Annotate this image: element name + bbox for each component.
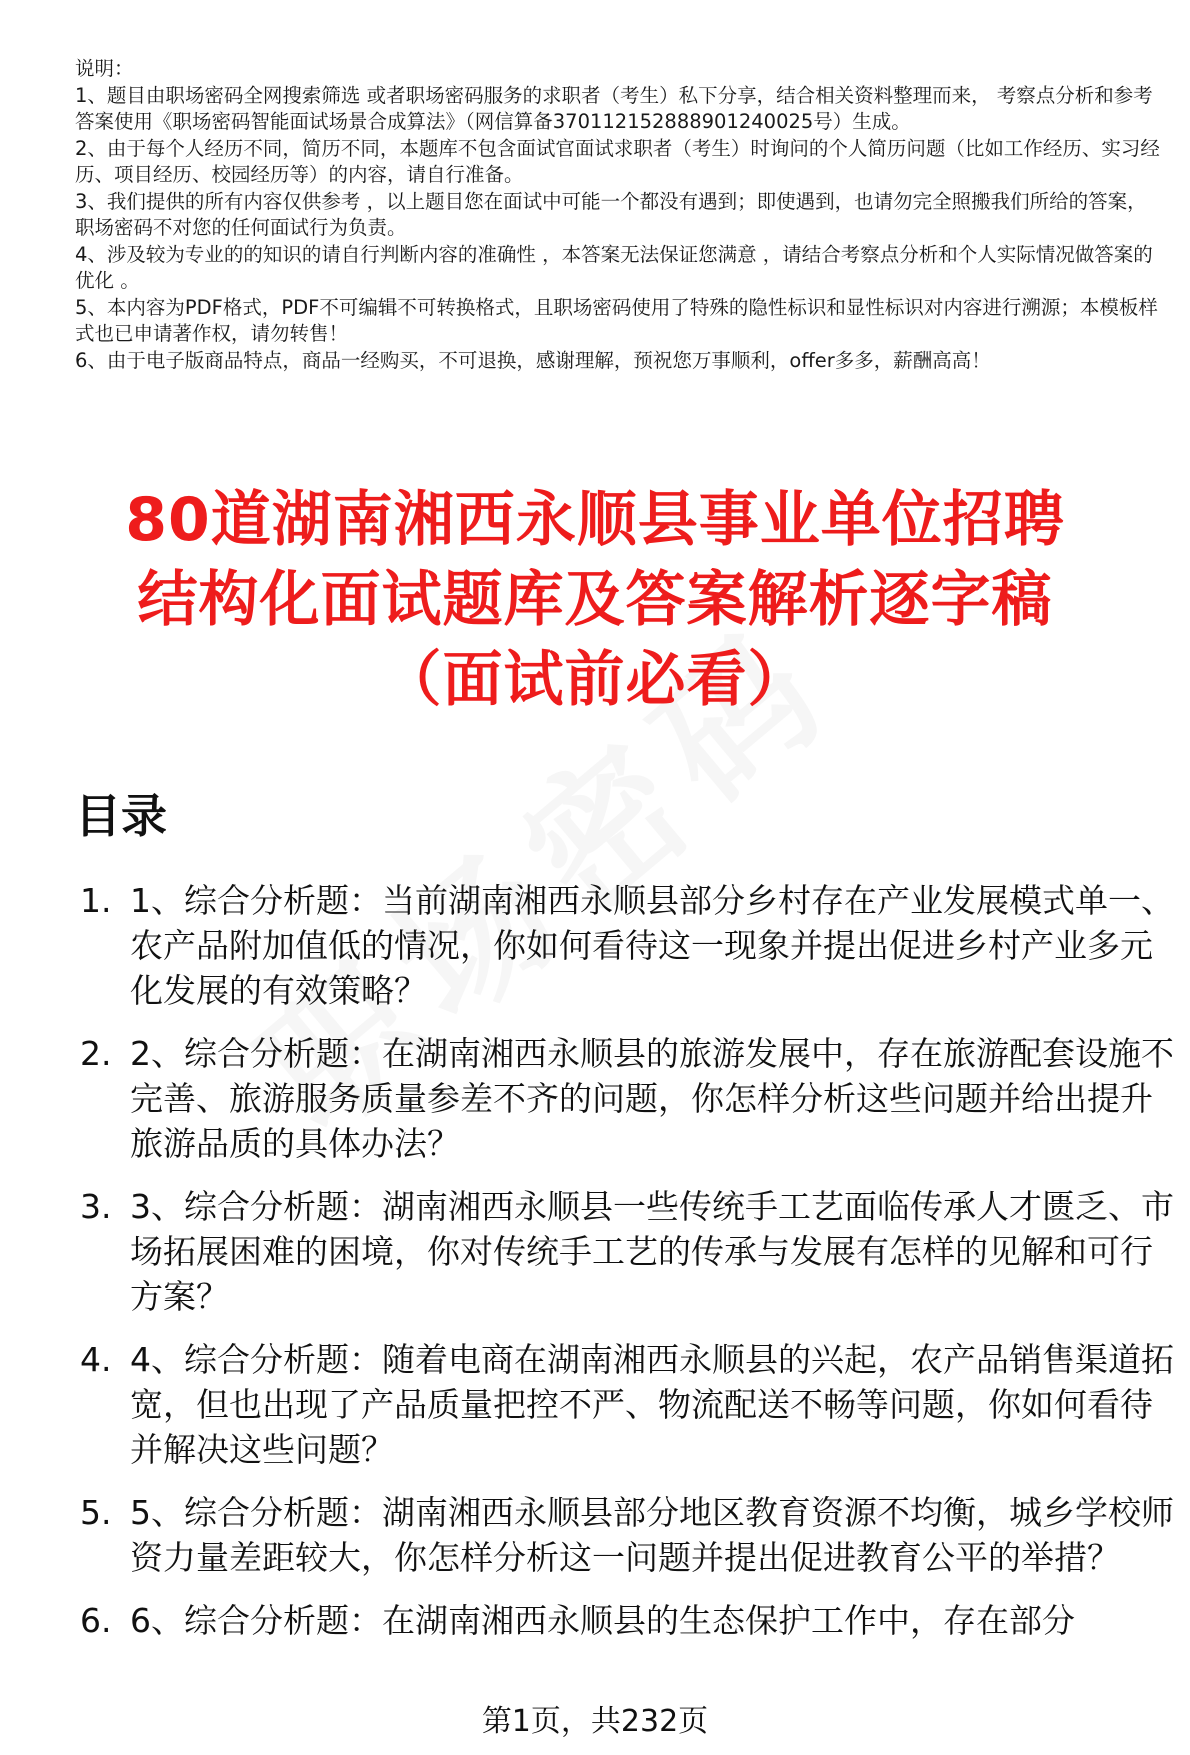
toc-list <box>75 878 1175 1661</box>
notes-line-6: 6、由于电子版商品特点，商品一经购买，不可退换，感谢理解，预祝您万事顺利，offer多多，薪酬高高！ <box>75 348 991 372</box>
toc-item-text[interactable]: 2、综合分析题：在湖南湘西永顺县的旅游发展中，存在旅游配套设施不完善、旅游服务质量参差不齐的问题，你怎样分析这些问题并给出提升旅游品质的具体办法？ <box>130 1034 1174 1163</box>
toc-item[interactable] <box>75 1337 1175 1472</box>
title-line-2: 结构化面试题库及答案解析逐字稿 <box>137 565 1053 635</box>
toc-item-number: 6. <box>80 1601 112 1640</box>
notes-line-4: 4、涉及较为专业的的知识的请自行判断内容的准确性 ，本答案无法保证您满意 ，请结合考察点分析和个人实际情况做答案的优化 。 <box>75 242 1153 292</box>
toc-item-text[interactable]: 1、综合分析题：当前湖南湘西永顺县部分乡村存在产业发展模式单一、农产品附加值低的情况，你如何看待这一现象并提出促进乡村产业多元化发展的有效策略？ <box>130 881 1174 1010</box>
disclaimer-notes <box>75 56 1165 374</box>
title-line-1: 80道湖南湘西永顺县事业单位招聘 <box>125 485 1065 555</box>
toc-item-number: 1. <box>80 881 112 920</box>
notes-line-5: 5、本内容为PDF格式，PDF不可编辑不可转换格式，且职场密码使用了特殊的隐性标识和显性标识对内容进行溯源；本模板样式也已申请著作权，请勿转售！ <box>75 295 1158 345</box>
page-footer: 第1页，共232页 <box>481 1704 709 1739</box>
toc-item-text[interactable]: 6、综合分析题：在湖南湘西永顺县的生态保护工作中，存在部分 <box>130 1601 1075 1640</box>
toc-item-number: 3. <box>80 1187 112 1226</box>
notes-heading: 说明： <box>75 57 134 80</box>
toc-item[interactable] <box>75 1031 1175 1166</box>
toc-item-text[interactable]: 4、综合分析题：随着电商在湖南湘西永顺县的兴起，农产品销售渠道拓宽，但也出现了产品质量把控不严、物流配送不畅等问题，你如何看待并解决这些问题？ <box>130 1340 1174 1469</box>
toc-item-text[interactable]: 5、综合分析题：湖南湘西永顺县部分地区教育资源不均衡，城乡学校师资力量差距较大，你怎样分析这一问题并提出促进教育公平的举措？ <box>130 1493 1174 1577</box>
toc-item-number: 4. <box>80 1340 112 1379</box>
toc-item[interactable] <box>75 1490 1175 1580</box>
toc-item[interactable] <box>75 1598 1175 1643</box>
toc-heading: 目录 <box>75 789 167 843</box>
notes-line-1: 1、题目由职场密码全网搜索筛选 或者职场密码服务的求职者（考生）私下分享，结合相关资料整理而来， 考察点分析和参考答案使用《职场密码智能面试场景合成算法》（网信算备370112152888901240025号）生成。 <box>75 83 1153 133</box>
document-title <box>40 480 1150 720</box>
toc-item[interactable] <box>75 878 1175 1013</box>
toc-item-number: 2. <box>80 1034 112 1073</box>
title-line-3: （面试前必看） <box>381 645 809 715</box>
toc-item-number: 5. <box>80 1493 112 1532</box>
notes-line-3: 3、我们提供的所有内容仅供参考 ，以上题目您在面试中可能一个都没有遇到；即使遇到，也请勿完全照搬我们所给的答案，职场密码不对您的任何面试行为负责。 <box>75 189 1147 239</box>
toc-item-text[interactable]: 3、综合分析题：湖南湘西永顺县一些传统手工艺面临传承人才匮乏、市场拓展困难的困境，你对传统手工艺的传承与发展有怎样的见解和可行方案？ <box>130 1187 1174 1316</box>
notes-line-2: 2、由于每个人经历不同，简历不同，本题库不包含面试官面试求职者（考生）时询问的个人简历问题（比如工作经历、实习经历、项目经历、校园经历等）的内容，请自行准备。 <box>75 136 1160 186</box>
toc-item[interactable] <box>75 1184 1175 1319</box>
